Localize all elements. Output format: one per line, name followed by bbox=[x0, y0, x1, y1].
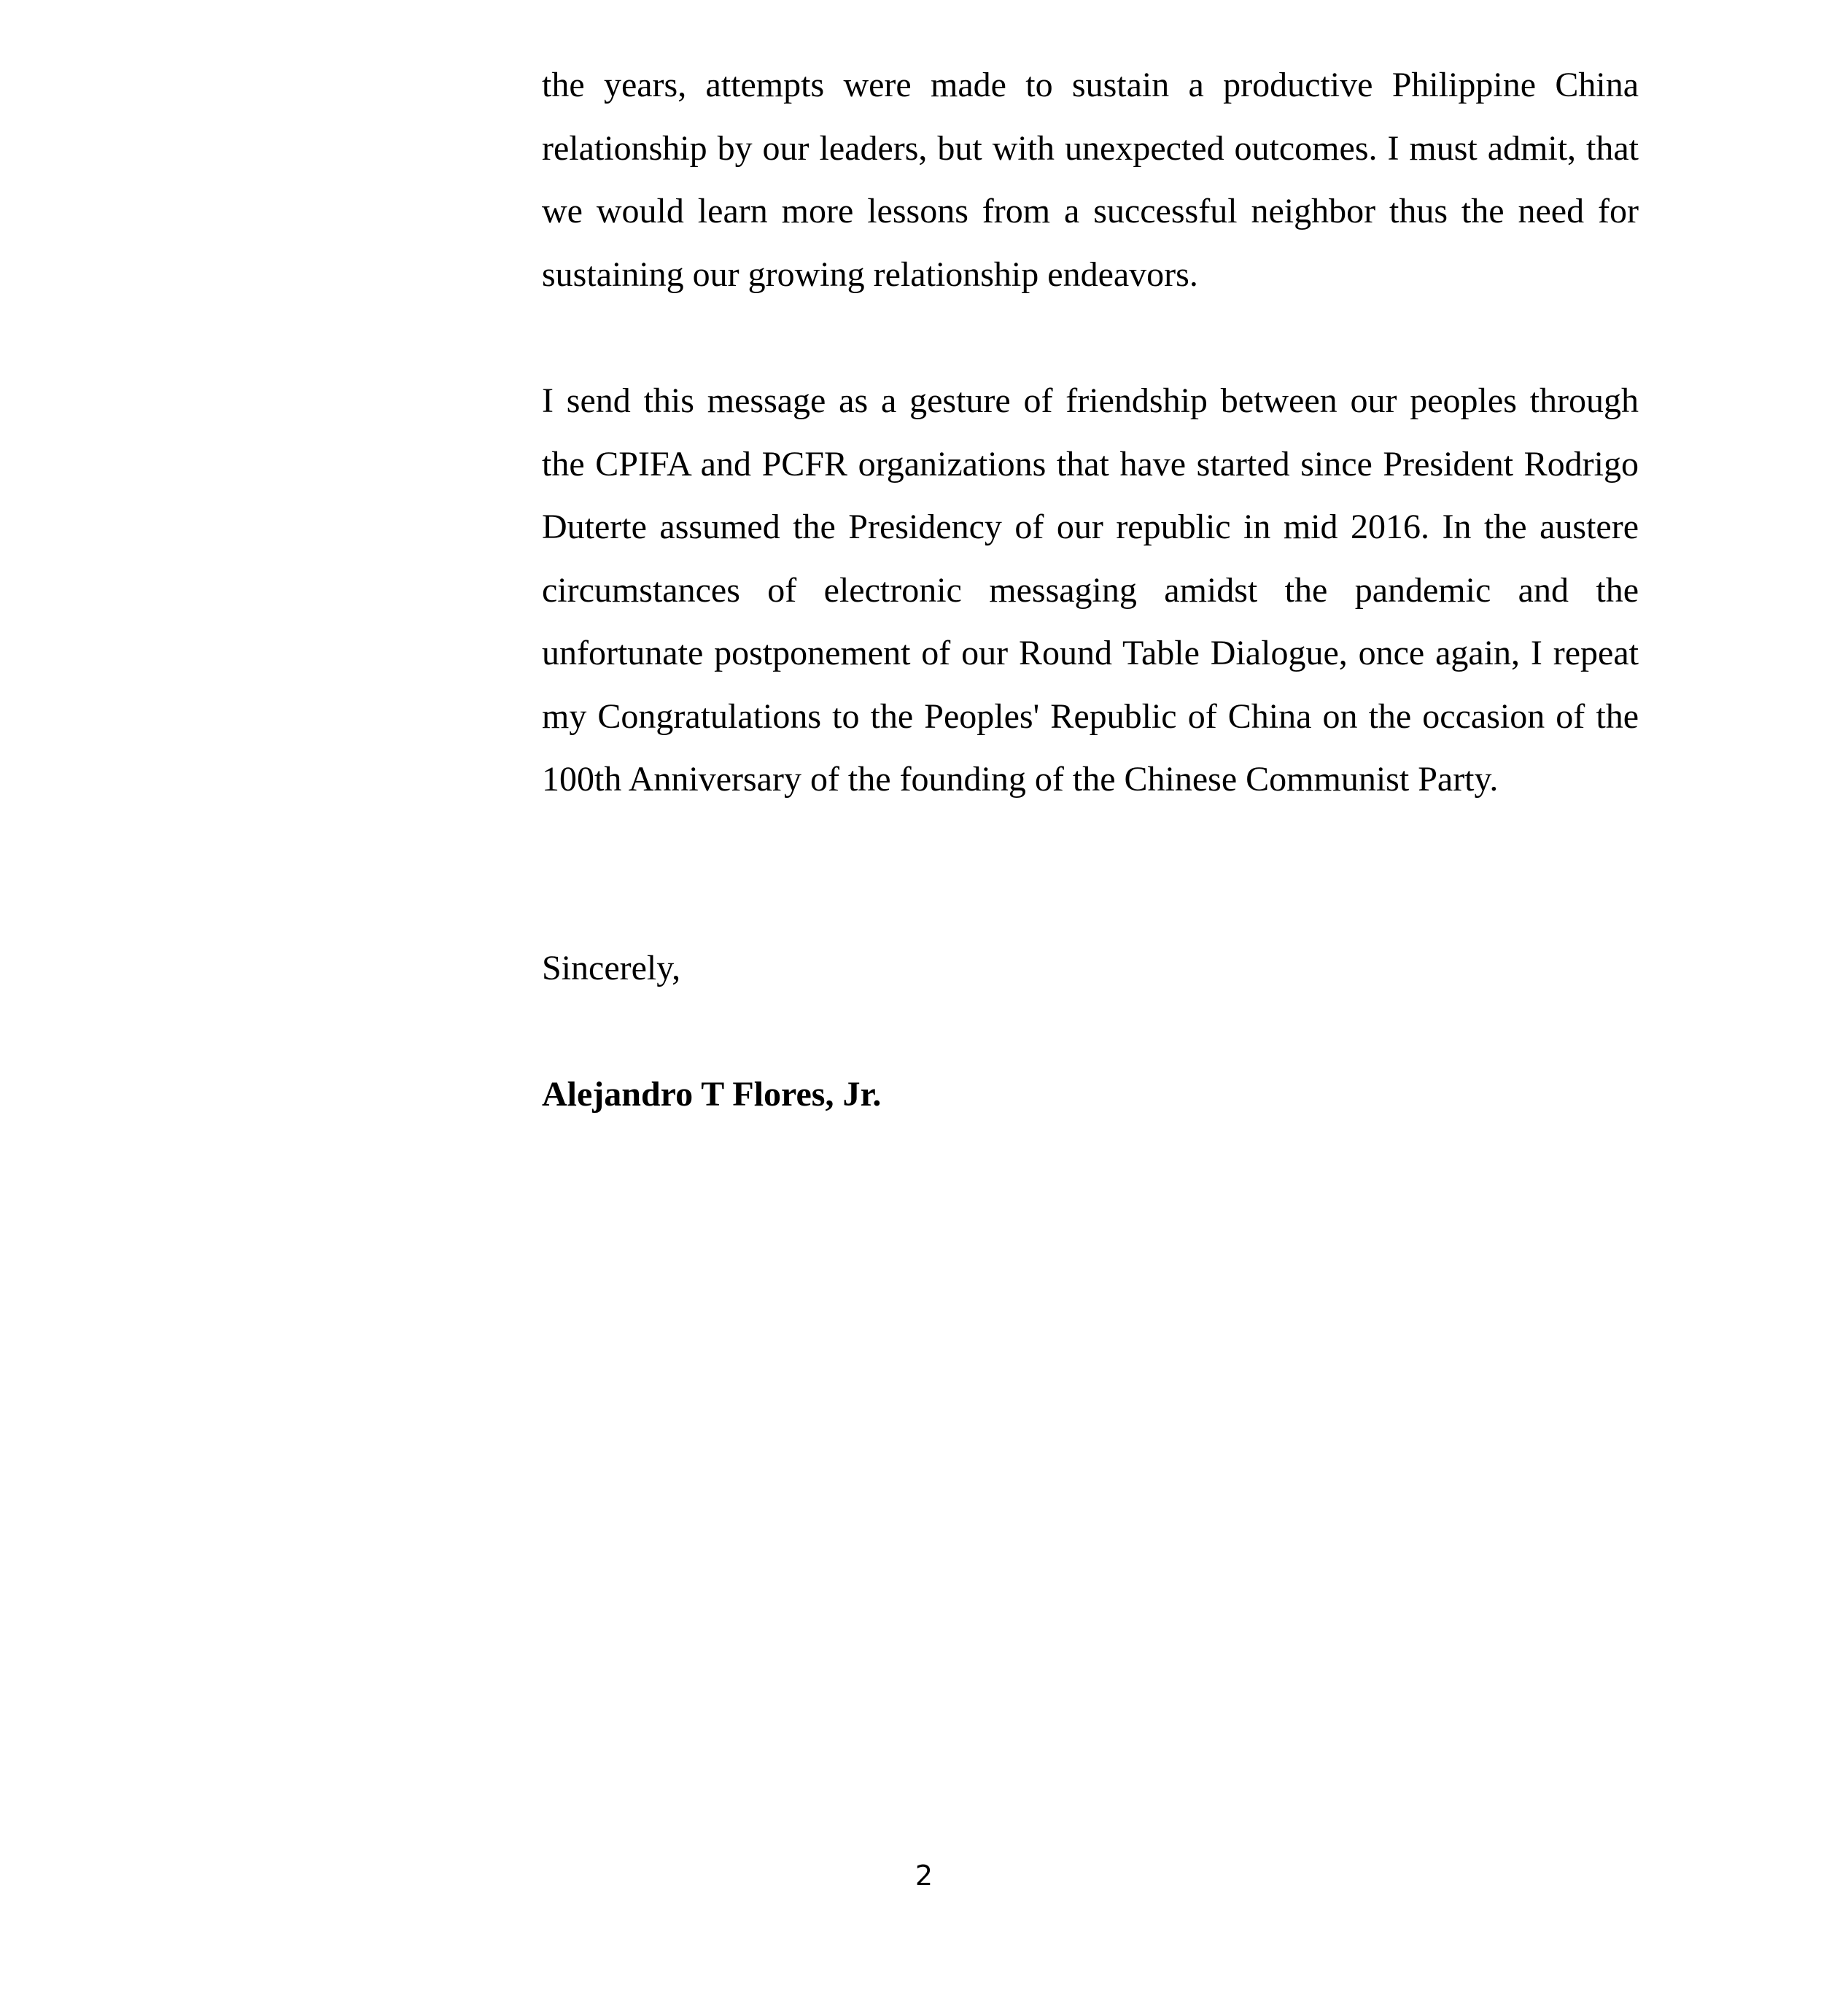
body-paragraph-2: I send this message as a gesture of friendship between our peoples through the CPIFA and PCFR organizations that have started since President Rodrigo Duterte assumed the Presidency of our republic in mid 2016. In the austere circumstances of electronic messaging amidst the pandemic and the unfortunate postponement of our Round Table Dialogue, once again, I repeat my Congratulations to the Peoples' Republic of China on the occasion of the 100th Anniversary of the founding of the Chinese Communist Party. bbox=[542, 381, 1639, 799]
page-number: 2 bbox=[915, 1860, 933, 1892]
letter-closing: Sincerely, bbox=[542, 949, 681, 987]
signature-name: Alejandro T Flores, Jr. bbox=[542, 1075, 882, 1114]
body-paragraph-1: the years, attempts were made to sustain a productive Philippine China relationship by our leaders, but with unexpected outcomes. I must admit, that we would learn more lessons from a successful neighbor thus the need for sustaining our growing relationship endeavors. bbox=[542, 66, 1639, 294]
